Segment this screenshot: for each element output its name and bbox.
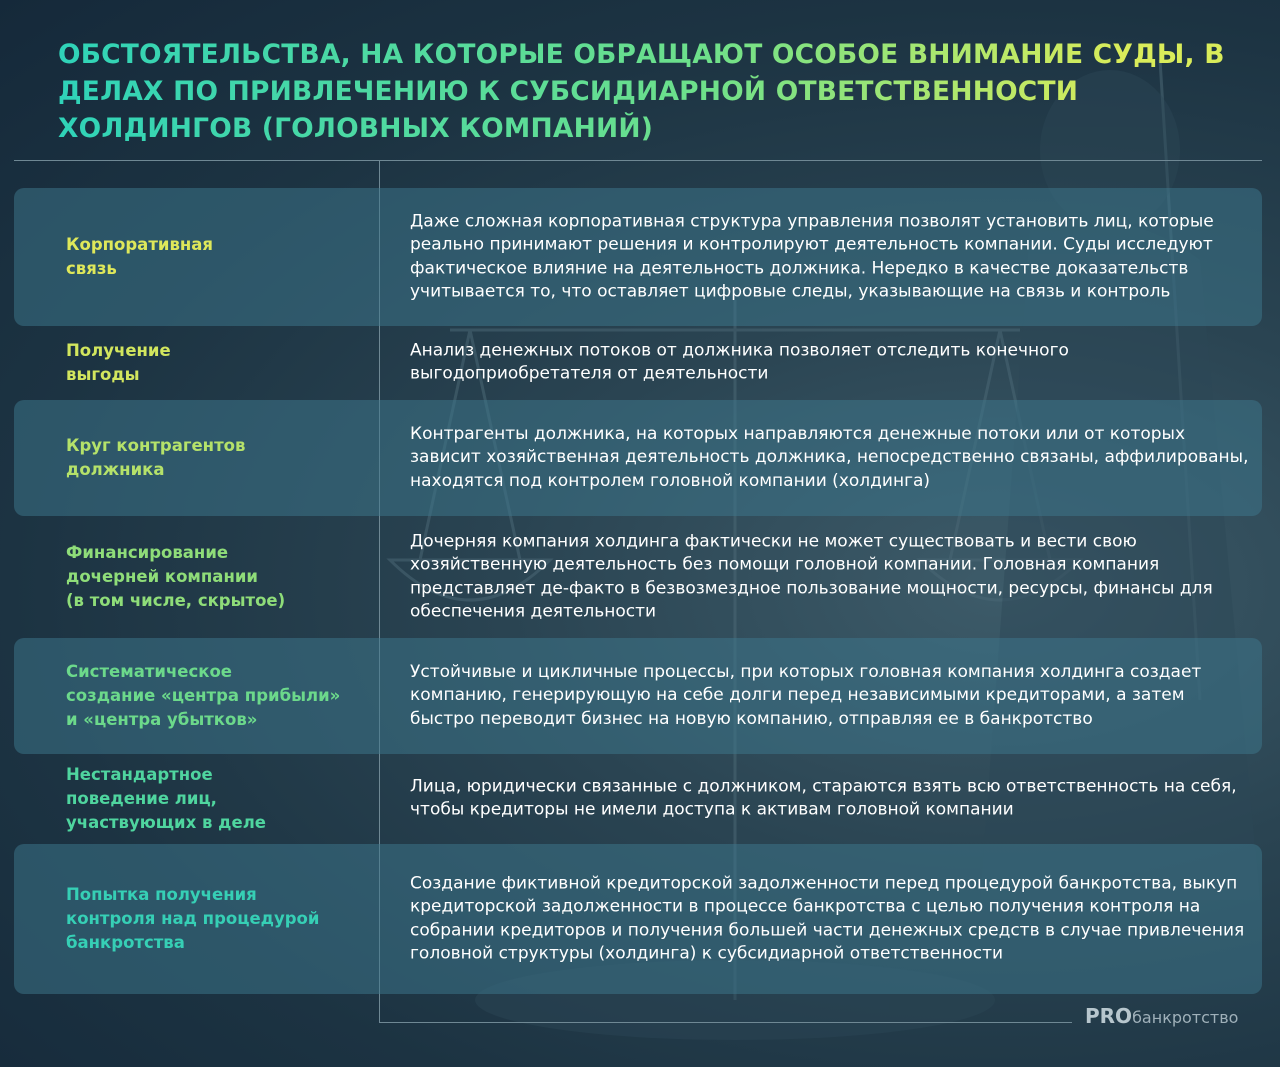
- row-description: Создание фиктивной кредиторской задолженности перед процедурой банкротства, выкуп кредиторской задолженности в процессе банкротства с целью получения контроля на собрании кредиторов и получения большей части денежных средств в случае привлечения головной структуры (холдинга) к субсидиарной ответственности: [410, 873, 1245, 964]
- row-description: Даже сложная корпоративная структура управления позволят установить лиц, которые реально принимают решения и контролируют деятельность компании. Суды исследуют фактическое влияние на деятельность должника. Нередко в качестве доказательств учитывается то, что оставляет цифровые следы, указывающие на связь и контроль: [410, 211, 1214, 302]
- row-description: Контрагенты должника, на которых направляются денежные потоки или от которых зависит хозяйственная деятельность должника, непосредственно связаны, аффилированы, находятся под контролем головной компании (холдинга): [410, 424, 1249, 491]
- footer-divider: [380, 1022, 1072, 1023]
- row-label: Нестандартное поведение лиц, участвующих в деле: [66, 765, 266, 832]
- row-description: Дочерняя компания холдинга фактически не может существовать и вести свою хозяйственную деятельность без помощи головной компании. Головная компания представляет де-факто в безвозмездное пользование мощности, ресурсы, финансы для обеспечения деятельности: [410, 531, 1213, 622]
- row-label: Круг контрагентов должника: [66, 436, 246, 479]
- logo-pro: PRO: [1085, 1004, 1133, 1028]
- row-description: Анализ денежных потоков от должника позволяет отследить конечного выгодоприобретателя от деятельности: [410, 340, 1069, 384]
- table-row-bankruptcy-control: [14, 844, 1262, 994]
- row-label: Попытка получения контроля над процедурой банкротства: [66, 885, 320, 952]
- table-row-counterparties: [14, 400, 1262, 516]
- table-row-corporate-link: [14, 188, 1262, 326]
- table-row-benefit: [14, 326, 1262, 400]
- row-label: Финансирование дочерней компании (в том числе, скрытое): [66, 543, 286, 610]
- page-title: ОБСТОЯТЕЛЬСТВА, НА КОТОРЫЕ ОБРАЩАЮТ ОСОБОЕ ВНИМАНИЕ СУДЫ, В ДЕЛАХ ПО ПРИВЛЕЧЕНИЮ К СУБСИДИАРНОЙ ОТВЕТСТВЕННОСТИ ХОЛДИНГОВ (ГОЛОВНЫХ КОМПАНИЙ): [58, 36, 1238, 147]
- table-row-profit-loss-centers: [14, 638, 1262, 754]
- table-row-nonstandard-behavior: [14, 754, 1262, 844]
- table-row-subsidiary-financing: [14, 516, 1262, 638]
- row-label: Получение выгоды: [66, 341, 171, 384]
- header-divider: [14, 160, 1262, 161]
- brand-logo: [1085, 1004, 1238, 1028]
- row-description: Устойчивые и цикличные процессы, при которых головная компания холдинга создает компанию, генерирующую на себе долги перед независимыми кредиторами, а затем быстро переводит бизнес на новую компанию, отправляя ее в банкротство: [410, 662, 1202, 729]
- logo-text: банкротство: [1132, 1008, 1239, 1027]
- row-description: Лица, юридически связанные с должником, стараются взять всю ответственность на себя, чтобы кредиторы не имели доступа к активам головной компании: [410, 776, 1237, 820]
- row-label: Корпоративная связь: [66, 235, 214, 278]
- row-label: Систематическое создание «центра прибыли» и «центра убытков»: [66, 662, 341, 729]
